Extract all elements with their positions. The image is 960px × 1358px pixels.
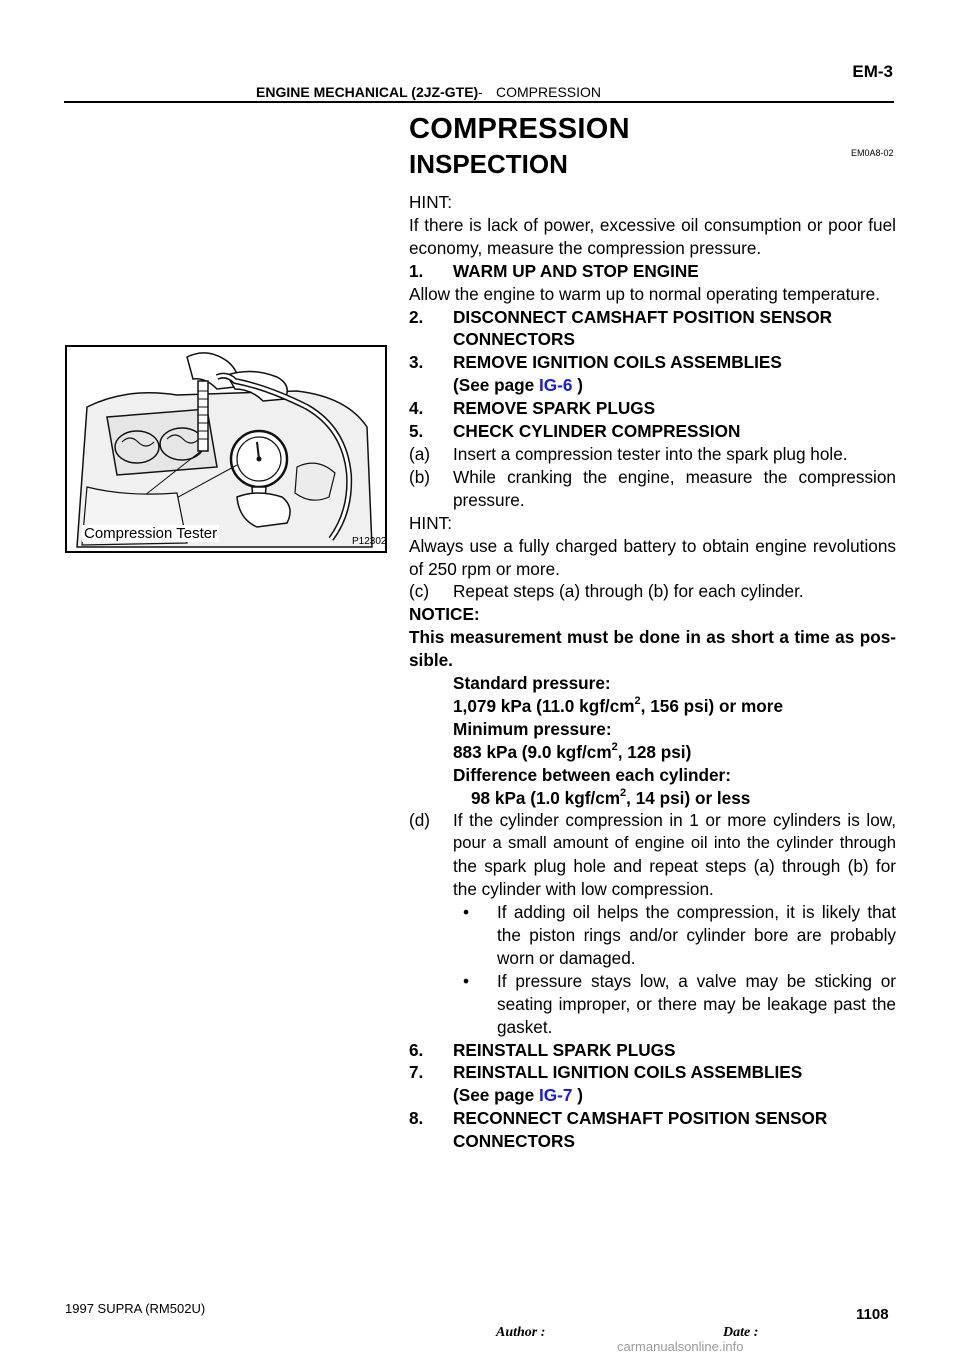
bullet-icon: • bbox=[463, 970, 470, 991]
substep-text: Repeat steps (a) through (b) for each cylinder. bbox=[453, 581, 804, 602]
step-6 bbox=[409, 1039, 896, 1062]
step-number: 3. bbox=[409, 352, 424, 373]
header-section-title: ENGINE MECHANICAL (2JZ-GTE) bbox=[256, 84, 479, 100]
watermark-text: carmanualsonline.info bbox=[617, 1339, 744, 1354]
compression-tester-illustration bbox=[65, 345, 387, 553]
step-number: 4. bbox=[409, 398, 424, 419]
step-text: DISCONNECT CAMSHAFT POSITION SENSOR bbox=[453, 306, 833, 327]
value-text: 1,079 kPa (11.0 kgf/cm bbox=[453, 695, 635, 716]
step-number: 1. bbox=[409, 260, 424, 281]
step-text: RECONNECT CAMSHAFT POSITION SENSOR bbox=[453, 1108, 828, 1129]
substep-label: (b) bbox=[409, 466, 431, 487]
section-heading: INSPECTION bbox=[409, 149, 568, 179]
substep-text: Insert a compression tester into the spark plug hole. bbox=[453, 443, 848, 464]
step-text: REMOVE IGNITION COILS ASSEMBLIES bbox=[453, 352, 782, 373]
step-text: REINSTALL IGNITION COILS ASSEMBLIES bbox=[453, 1062, 803, 1083]
hint-label: HINT: bbox=[409, 192, 452, 212]
substep-text: While cranking the engine, measure the compression bbox=[453, 466, 896, 487]
step-3 bbox=[409, 351, 896, 374]
header-page-code: EM-3 bbox=[852, 62, 893, 81]
step-number: 6. bbox=[409, 1039, 424, 1060]
substep-a bbox=[409, 443, 896, 466]
value-text: , 14 psi) or less bbox=[626, 787, 751, 808]
footer-date-label: Date : bbox=[723, 1325, 759, 1340]
superscript: 2 bbox=[611, 741, 618, 754]
bullet-text-continued: the piston rings and/or cylinder bore are probably bbox=[497, 925, 896, 945]
hint-text-line: If there is lack of power, excessive oil consumption or poor fuel bbox=[409, 214, 896, 235]
step-text-continued: CONNECTORS bbox=[453, 1131, 575, 1152]
procedure-body bbox=[409, 191, 896, 1153]
substep-b bbox=[409, 466, 896, 489]
substep-d bbox=[409, 809, 896, 832]
page-title: COMPRESSION bbox=[409, 113, 630, 145]
substep-c bbox=[409, 580, 896, 603]
see-page-text: (See page bbox=[453, 375, 539, 396]
see-page-reference bbox=[409, 374, 896, 397]
step-number: 7. bbox=[409, 1062, 424, 1083]
bullet-text: If adding oil helps the compression, it is likely that bbox=[497, 902, 896, 923]
substep-text-continued: the cylinder with low compression. bbox=[453, 879, 714, 900]
see-page-close: ) bbox=[572, 1085, 583, 1106]
step-4 bbox=[409, 397, 896, 420]
step-text: WARM UP AND STOP ENGINE bbox=[453, 260, 699, 281]
header-dash: - bbox=[478, 84, 483, 100]
figure-label: Compression Tester bbox=[84, 525, 218, 542]
step-number: 5. bbox=[409, 421, 424, 442]
step-number: 2. bbox=[409, 306, 424, 327]
hint-text-line: Always use a fully charged battery to obtain engine revolutions bbox=[409, 535, 896, 556]
footer-author-label: Author : bbox=[496, 1325, 546, 1340]
value-text: , 128 psi) bbox=[617, 741, 692, 762]
bullet-text-continued: gasket. bbox=[497, 1016, 553, 1037]
bullet-text-continued: seating improper, or there may be leakage past the bbox=[497, 993, 896, 1014]
standard-pressure-value bbox=[409, 695, 896, 718]
step-text: REMOVE SPARK PLUGS bbox=[453, 398, 656, 419]
notice-label: NOTICE: bbox=[409, 604, 480, 625]
see-page-reference bbox=[409, 1084, 896, 1107]
step-1 bbox=[409, 260, 896, 283]
document-code: EM0A8-02 bbox=[851, 148, 894, 158]
page-link-ig-6[interactable]: IG-6 bbox=[538, 375, 573, 396]
substep-label: (c) bbox=[409, 581, 430, 602]
substep-label: (d) bbox=[409, 810, 431, 831]
header-rule bbox=[64, 101, 894, 103]
step-text: REINSTALL SPARK PLUGS bbox=[453, 1039, 676, 1060]
value-text: 883 kPa (9.0 kgf/cm bbox=[453, 741, 612, 762]
bullet-text-continued: worn or damaged. bbox=[497, 947, 636, 968]
substep-text-continued: the spark plug hole and repeat steps (a) through (b) for bbox=[453, 856, 896, 877]
engine-illustration-icon bbox=[67, 347, 385, 551]
header-subsection: COMPRESSION bbox=[496, 84, 602, 100]
bullet-item bbox=[409, 901, 896, 924]
standard-pressure-label: Standard pressure: bbox=[453, 673, 611, 694]
see-page-close: ) bbox=[572, 375, 583, 396]
footer-page-number: 1108 bbox=[856, 1306, 889, 1323]
page-link-ig-7[interactable]: IG-7 bbox=[538, 1085, 573, 1106]
figure-id: P12302 bbox=[352, 536, 387, 547]
hint-label: HINT: bbox=[409, 512, 452, 533]
step-8 bbox=[409, 1107, 896, 1130]
bullet-text: If pressure stays low, a valve may be sticking or bbox=[497, 970, 896, 991]
hint-text-line: economy, measure the compression pressure. bbox=[409, 237, 762, 258]
footer-model: 1997 SUPRA (RM502U) bbox=[65, 1301, 206, 1316]
superscript: 2 bbox=[634, 695, 641, 708]
substep-text: If the cylinder compression in 1 or more cylinders is low, bbox=[453, 810, 896, 831]
step-5 bbox=[409, 420, 896, 443]
step-2 bbox=[409, 306, 896, 329]
difference-label: Difference between each cylinder: bbox=[453, 764, 731, 785]
bullet-icon: • bbox=[463, 902, 470, 923]
see-page-text: (See page bbox=[453, 1085, 539, 1106]
step-1-description: Allow the engine to warm up to normal operating temperature. bbox=[409, 283, 881, 304]
step-number: 8. bbox=[409, 1108, 424, 1129]
step-text: CHECK CYLINDER COMPRESSION bbox=[453, 421, 741, 442]
difference-value bbox=[409, 787, 896, 810]
step-text-continued: CONNECTORS bbox=[453, 329, 575, 350]
superscript: 2 bbox=[620, 786, 627, 799]
minimum-pressure-value bbox=[409, 741, 896, 764]
substep-text-continued: pressure. bbox=[453, 489, 525, 510]
substep-text-continued: pour a small amount of engine oil into the cylinder through bbox=[453, 833, 896, 853]
value-text: , 156 psi) or more bbox=[640, 695, 783, 716]
substep-label: (a) bbox=[409, 443, 431, 464]
step-7 bbox=[409, 1061, 896, 1084]
value-text: 98 kPa (1.0 kgf/cm bbox=[471, 787, 621, 808]
notice-text-line: sible. bbox=[409, 650, 453, 671]
notice-text-line: This measurement must be done in as short a time as pos- bbox=[409, 627, 896, 648]
bullet-item bbox=[409, 970, 896, 993]
hint-text-line: of 250 rpm or more. bbox=[409, 558, 560, 579]
minimum-pressure-label: Minimum pressure: bbox=[453, 718, 612, 739]
